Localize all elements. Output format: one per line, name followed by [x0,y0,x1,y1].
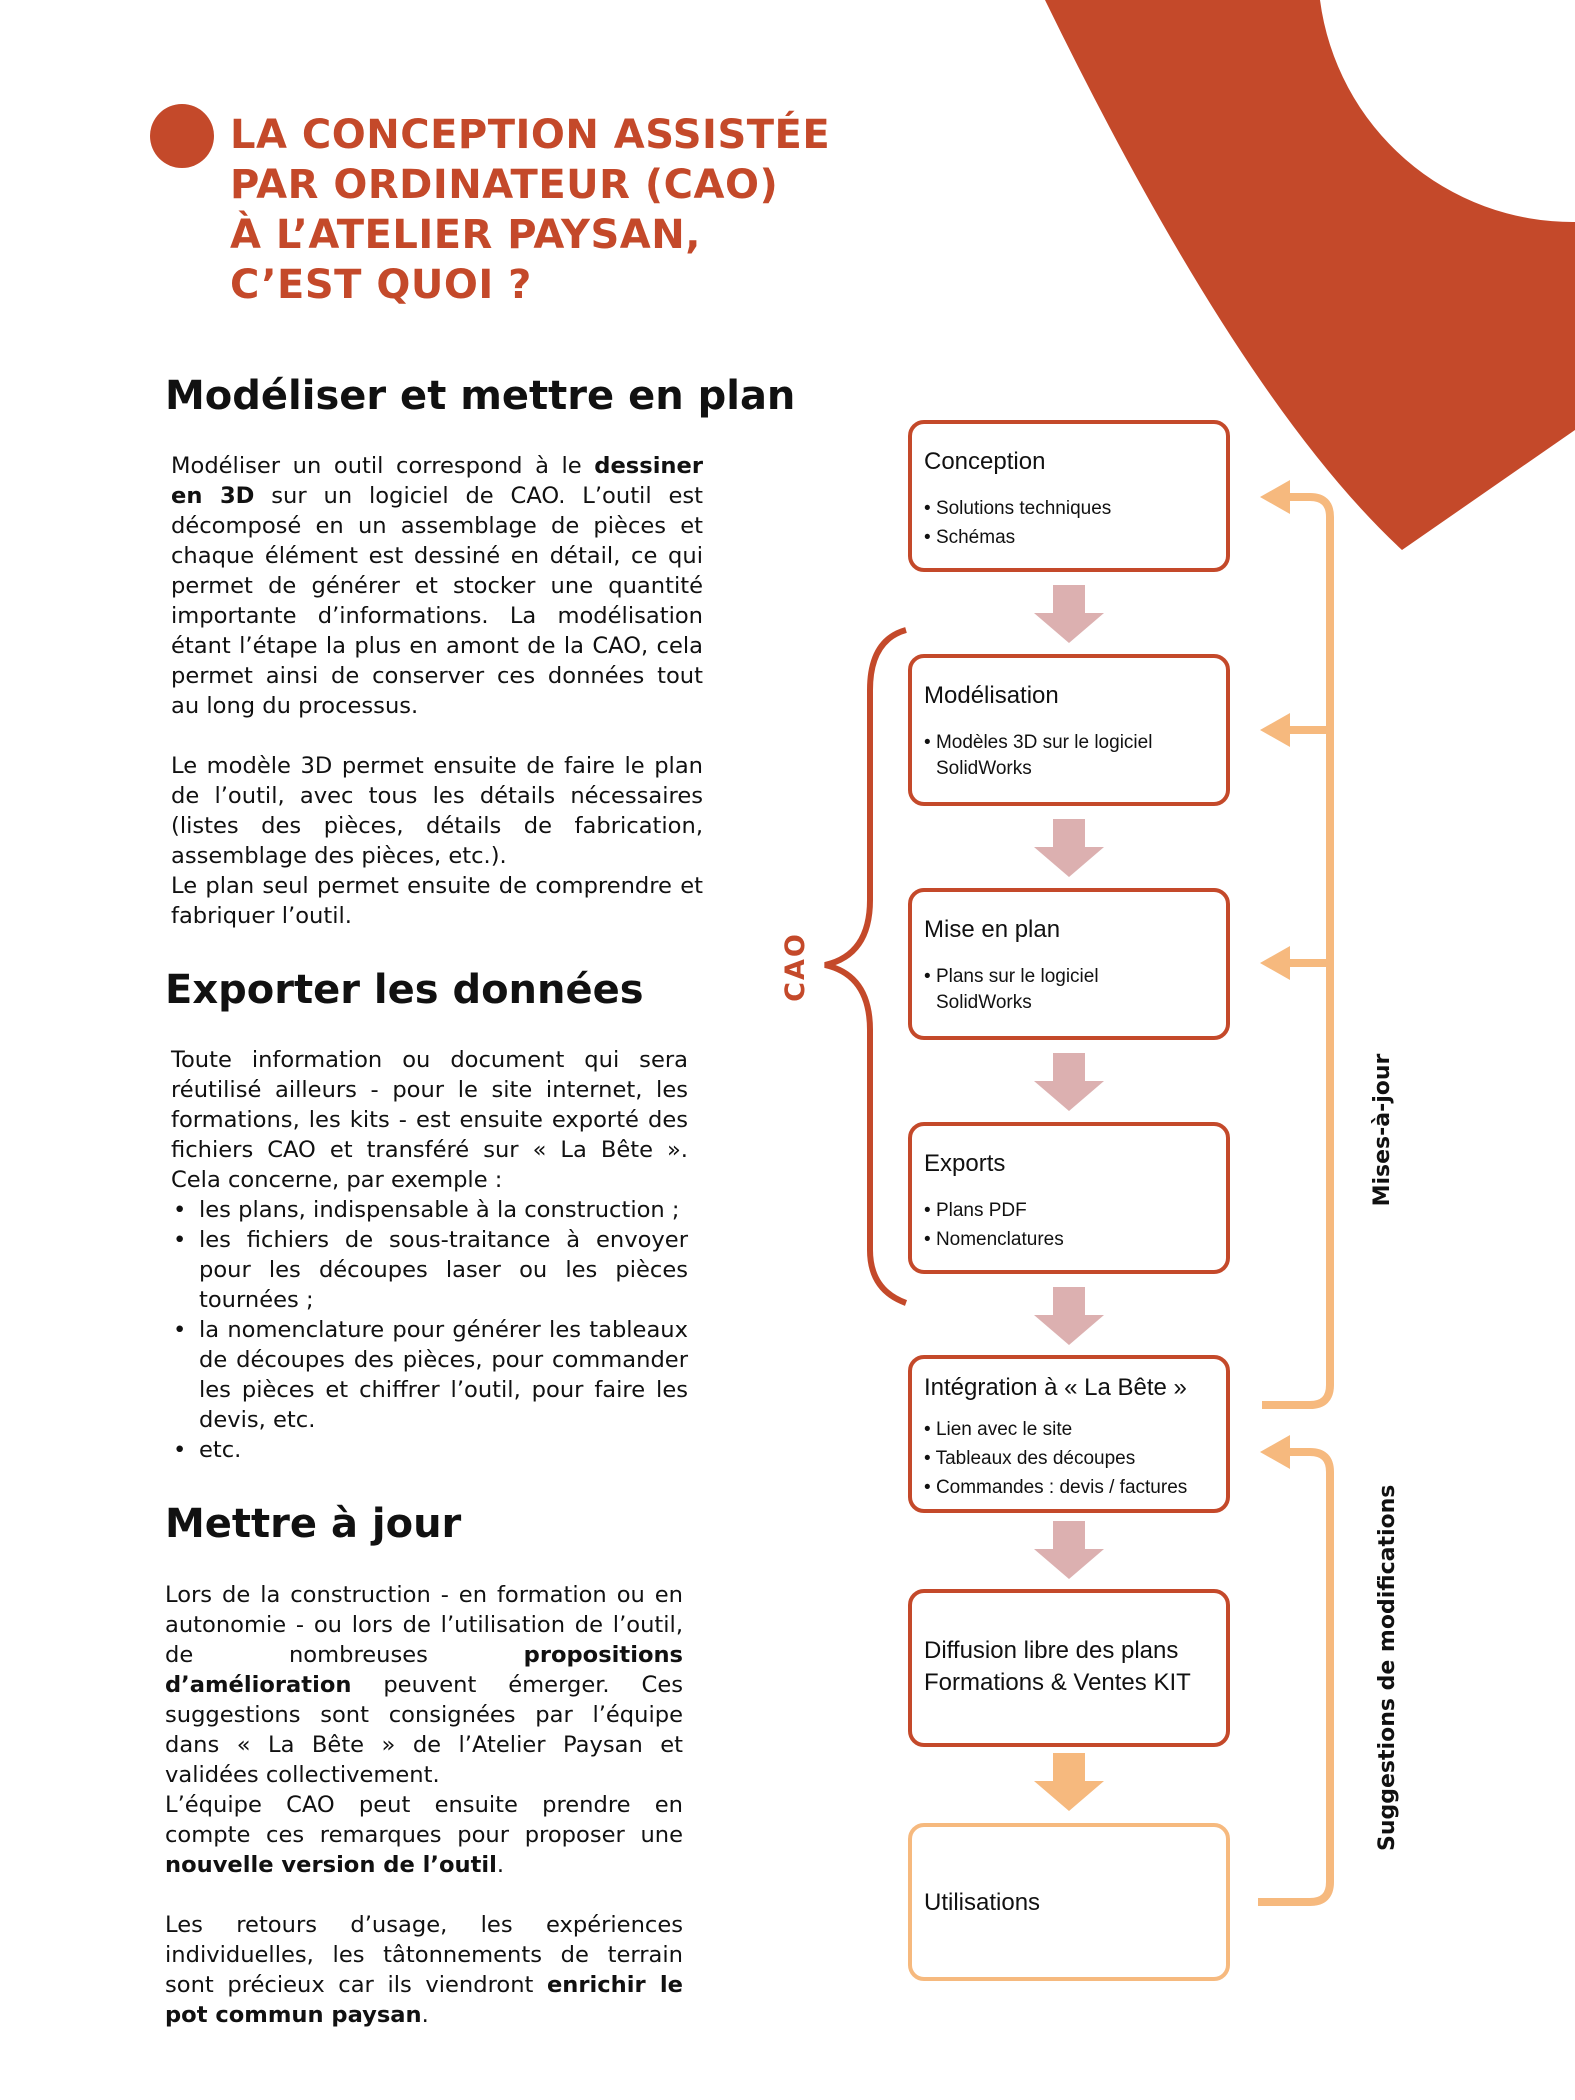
section-heading-export: Exporter les données [165,967,644,1013]
section-heading-update: Mettre à jour [165,1501,462,1547]
list-item: • Nomenclatures [924,1229,1064,1250]
paragraph: Le modèle 3D permet ensuite de faire le plan de l’outil, avec tous les détails nécessaires (listes des pièces, détails de fabrication, assemblage des pièces, etc.). Le plan seul permet ensuite de comprendre et fabriquer l’outil. [171,753,703,929]
left-arrow-icon [1260,1435,1290,1469]
down-arrow-icon [1034,1287,1104,1345]
flow-box-utilisations [908,1823,1230,1981]
list-item: • Tableaux des découpes [924,1448,1136,1469]
flow-box-title: Exports [924,1150,1006,1177]
paragraph: Lors de la construction - en formation ou en autonomie - ou lors de l’utilisation de l’outil, de nombreuses propositions d’amélioration peuvent émerger. Ces suggestions sont consignées par l’équipe dans « La Bête » de l’Atelier Paysan et validées collectivement. L’équipe CAO peut ensuite prendre en compte ces remarques pour proposer une nouvelle version de l’outil. [165,1582,683,1878]
list-item: • Plans sur le logiciel SolidWorks [924,966,1099,1013]
title-line: LA CONCEPTION ASSISTÉE [230,112,831,158]
list-item: • Schémas [924,527,1016,548]
down-arrow-icon [1034,585,1104,643]
list-item: • la nomenclature pour générer les tableaux de découpes des pièces, pour commander les pièces et chiffrer l’outil, pour faire les devis, etc. [171,1315,688,1435]
title-line: À L’ATELIER PAYSAN, [230,212,701,258]
list-item: • Commandes : devis / factures [924,1477,1188,1498]
list-item: • les plans, indispensable à la construction ; [171,1195,688,1225]
cao-brace [825,630,906,1303]
list-item: • Modèles 3D sur le logiciel SolidWorks [924,732,1153,779]
list-item: • etc. [171,1435,688,1465]
flow-box-text: Diffusion libre des plans Formations & Ventes KIT [924,1637,1191,1696]
flow-box-conception [908,420,1230,572]
flow-box-items [924,494,1111,552]
paragraph: Les retours d’usage, les expériences individuelles, les tâtonnements de terrain sont précieux car ils viendront enrichir le pot commun paysan. [165,1912,683,2028]
paragraph: Toute information ou document qui sera réutilisé ailleurs - pour le site internet, les formations, les kits - est ensuite exporté des fichiers CAO et transféré sur « La Bête ». Cela concerne, par exemple : [171,1047,688,1193]
suggestions-label: Suggestions de modifications [1375,1484,1400,1851]
flow-box-modelisation [908,654,1230,806]
left-arrow-icon [1260,713,1290,747]
flow-box-items [924,962,1099,1015]
list-item: • les fichiers de sous-traitance à envoyer pour les découpes laser ou les pièces tournées ; [171,1225,688,1315]
flow-box-items [924,1415,1187,1502]
flow-box-integration [908,1355,1230,1513]
title-line: C’EST QUOI ? [230,262,532,308]
paragraph: Modéliser un outil correspond à le dessiner en 3D sur un logiciel de CAO. L’outil est décomposé en un assemblage de pièces et chaque élément est dessiné en détail, ce qui permet de générer et stocker une quantité importante d’informations. La modélisation étant l’étape la plus en amont de la CAO, cela permet ainsi de conserver ces données tout au long du processus. [171,453,703,719]
section-heading-model: Modéliser et mettre en plan [165,373,796,419]
updates-label: Mises-à-jour [1370,1053,1395,1207]
title-line: PAR ORDINATEUR (CAO) [230,162,779,208]
flow-box-diffusion [908,1589,1230,1747]
down-arrow-icon [1034,1753,1104,1811]
flow-box-mise-en-plan [908,888,1230,1040]
down-arrow-icon [1034,1521,1104,1579]
down-arrow-icon [1034,1053,1104,1111]
left-arrow-icon [1260,480,1290,514]
down-arrow-icon [1034,819,1104,877]
flow-box-items [924,1196,1064,1254]
flow-box-title: Intégration à « La Bête » [924,1374,1187,1401]
flow-box-items [924,728,1152,781]
list-item: • Solutions techniques [924,498,1112,519]
list-item: • Plans PDF [924,1200,1027,1221]
left-arrow-icon [1260,946,1290,980]
list-item: • Lien avec le site [924,1419,1073,1440]
flow-box-title: Conception [924,448,1046,475]
flow-box-title: Utilisations [924,1889,1041,1916]
flow-box-exports [908,1122,1230,1274]
flow-box-title: Modélisation [924,682,1059,709]
flow-box-title: Mise en plan [924,916,1061,943]
cao-label: CAO [780,932,811,1002]
